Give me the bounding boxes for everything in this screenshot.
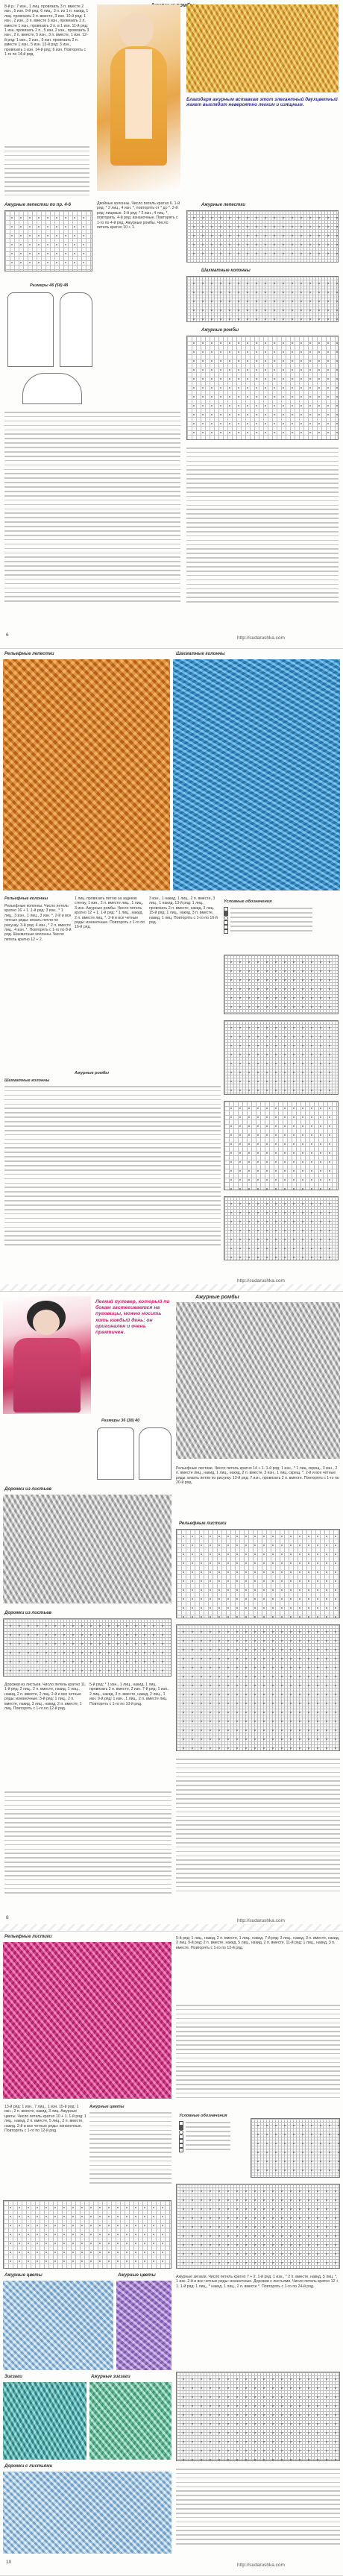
knitting-chart — [224, 1196, 339, 1260]
swatch-photo — [186, 4, 339, 92]
watermark: http://sudarushka.com — [237, 1278, 285, 1284]
garment-schematic — [97, 1427, 134, 1480]
pattern-text-continued — [89, 2112, 172, 2194]
knitting-chart — [176, 2372, 340, 2461]
pattern-text-column: Двойные колонны. Число петель кратно 6. 1-й ряд: * 2 лиц., 4 изн. *, повторять от * до *. 2-й ряд: лицевые. 3-й ряд: * 2 изн., 4 лиц. *, повторять. 4-й ряд: изнаночные. Повторять с 1-го по 4-й ряд. Ажурные ромбы. Число петель кратно 10 + 1. — [97, 201, 180, 230]
pattern-text-column: 5-й ряд: * 1 изн., 1 лиц., накид, 1 лиц. провязать 2 п. вместе, 2 изн. 7-й ряд: 1 изн., 2 лиц., накид, 3 п. вместе, накид, 2 лиц., 1 изн. 9-й ряд: 1 изн., 1 лиц., 2 п. вместе лиц. Повторять с 1-го по 10-й ряд. — [89, 1683, 169, 1706]
model-photo-jacket — [97, 4, 180, 191]
watermark: http://sudarushka.com — [237, 1918, 285, 1923]
page-number: 10 — [6, 2560, 12, 2565]
knitting-chart — [3, 2200, 172, 2269]
section-heading: Ажурные цветы — [89, 2105, 125, 2109]
chart-title: Дорожки из листьев — [4, 1487, 52, 1492]
chart-title: Ажурные ромбы — [201, 328, 239, 333]
pattern-text-continued — [4, 1791, 172, 1903]
pattern-title: ромбы — [176, 3, 195, 8]
knitting-chart — [224, 1020, 339, 1095]
chart-title: Ажурные лепестки — [201, 203, 246, 207]
chart-title: Дорожки из листьев — [4, 1611, 52, 1615]
pattern-text-column: Рельефные листики. Число петель кратно 14 + 1. 1-й ряд: 1 изн., * 1 лиц. скрещ., 3 изн., 2 п. вместе лиц., накид, 1 лиц., накид, 2 п. вместе, 3 изн., 1 лиц. скрещ. *. 2-й и все четные ряды: вязать петли по рисунку. 13-й ряд: 7 изн., провязать 2 п. вместе. Повторять с 1-го по 20-й ряд. — [176, 1466, 339, 1486]
pattern-text-column: Ажурные зигзаги. Число петель кратно 7 + 2. 1-й ряд: 1 изн., * 2 п. вместе, накид, 5 лиц. *, 1 изн. 2-й и все четные ряды: изнаночные. Дорожки с листьями. Число петель кратно 12 + 1. 1-й ряд: 1 лиц., * накид, 1 лиц., 2 п. вместе *. Повторять с 1-го по 24-й ряд. — [176, 2275, 339, 2289]
swatch-photo — [3, 1495, 172, 1603]
chart-title: Рельефные листики — [179, 1521, 227, 1526]
page-divider — [0, 1924, 343, 1932]
swatch-photo — [3, 2281, 113, 2370]
knitting-chart — [224, 1101, 339, 1190]
knitting-chart — [176, 1529, 340, 1618]
page-number: 8 — [6, 1915, 9, 1920]
pattern-text-column: Рельефные колонны. Число петель кратно 16 + 1. 1-й ряд: 3 изн., * 1 лиц., 3 изн., 1 лиц., 3 изн. *, 2-й и все четные ряды: вязать петли по рисунку. 3-й ряд: 4 изн., * 2 п. вместе лиц., 4 изн. *. Повторять с 1-го по 8-й ряд. Шахматные колонны. Число петель кратно 12 + 2. — [4, 904, 72, 942]
magazine-page-1 — [0, 0, 343, 649]
pattern-text-column: Дорожки из листьев. Число петель кратно 11. 1-й ряд: 2 лиц., 2 п. вместе, накид, 1 лиц., накид, 2 п. вместе, 2 лиц. 2-й и все четные ряды: изнаночные. 3-й ряд: 1 лиц., 2 п. вместе, накид, 3 лиц., накид, 2 п. вместе, 1 лиц. Повторять с 1-го по 12-й ряд. — [4, 1683, 86, 1712]
swatch-title: Шахматные колонны — [176, 652, 225, 656]
model-photo-pullover — [3, 1296, 91, 1414]
knitting-chart — [176, 1624, 340, 1751]
chart-title: Ажурные лепестки по пр. 4-6 — [4, 203, 72, 207]
legend-title: Условные обозначения — [224, 899, 272, 904]
section-heading: Шахматные колонны — [4, 1078, 50, 1083]
callout-text: Легкий пуловер, который по бокам застегивается на пуговицы, можно носить хоть каждый день: он оригинален и очень практичен. — [95, 1299, 170, 1336]
swatch-title: Рельефные листики — [4, 1935, 52, 1939]
chart-legend — [179, 2121, 246, 2152]
sizes-label: Размеры 46 (50) 48 — [30, 283, 69, 288]
knitting-chart — [186, 210, 339, 263]
swatch-title: Дорожки с листьями — [4, 2464, 53, 2469]
knitting-chart — [186, 336, 339, 440]
magazine-page-3 — [0, 1292, 343, 1932]
garment-schematic — [139, 1427, 172, 1480]
page-number: 6 — [6, 632, 9, 638]
pattern-text-continued — [176, 2005, 340, 2109]
swatch-photo — [116, 2281, 172, 2370]
swatch-title: Ажурные ромбы — [195, 1295, 239, 1300]
chart-legend — [224, 907, 339, 934]
pattern-text-continued — [4, 412, 180, 613]
swatch-title: Ажурные цветы — [118, 2273, 156, 2278]
pattern-text-continued — [176, 2469, 340, 2551]
swatch-title: Рельефные лепестки — [4, 652, 54, 656]
garment-schematic — [22, 373, 82, 404]
swatch-photo — [3, 2472, 172, 2554]
knitting-chart — [224, 955, 339, 1014]
knitting-chart — [186, 276, 339, 322]
knitting-chart — [3, 1618, 172, 1677]
pattern-text-continued — [4, 1086, 221, 1257]
knitting-chart — [251, 2118, 340, 2178]
knitting-chart — [176, 2184, 340, 2269]
swatch-title: Ажурные зигзаги — [91, 2375, 130, 2379]
watermark: http://sudarushka.com — [237, 635, 285, 641]
swatch-photo — [3, 1942, 172, 2099]
pattern-text-column: 13-й ряд: 1 изн., 7 лиц., 1 изн. 15-й ряд: 1 изн., 2 п. вместе, накид, 3 лиц. Ажурные цветы. Число петель кратно 10 + 1. 1-й ряд: 1 лиц., накид, 2 п. вместе, 5 лиц., 2 п. вместе, накид. 2-й и все четные ряды: изнаночные. Повторять с 1-го по 12-й ряд. — [4, 2105, 86, 2134]
swatch-title: Зигзаги — [4, 2375, 22, 2379]
swatch-photo — [176, 1302, 340, 1459]
pattern-text-continued — [4, 146, 89, 198]
section-heading: Рельефные колонны — [4, 896, 48, 901]
section-heading: Ажурные ромбы — [75, 1071, 110, 1075]
magazine-page-2 — [0, 649, 343, 1292]
watermark: http://sudarushka.com — [237, 2563, 285, 2568]
page-divider — [0, 1284, 343, 1292]
pattern-text-column: 3 изн., 1 накид, 1 лиц., 2 п. вместе, 3 лиц., 1 накид. 13-й ряд: 1 лиц., провязать 2 п. вместе, накид, 3 лиц. 15-й ряд: 1 лиц., накид, 3 п. вместе, накид, 1 лиц. Повторять с 1-го по 16-й ряд. — [149, 896, 218, 926]
knitting-chart — [4, 210, 92, 271]
chart-title: Шахматные колонны — [201, 268, 251, 273]
swatch-photo — [89, 2382, 172, 2460]
legend-title: Условные обозначения — [179, 2114, 227, 2118]
swatch-photo — [173, 659, 340, 890]
swatch-photo — [3, 2382, 86, 2460]
garment-schematic — [60, 292, 92, 367]
pattern-text-column: 5-й ряд: 1 лиц., накид, 2 п. вместе, 1 лиц., накид. 7-й ряд: 3 лиц., накид, 3 п. вместе, накид, 3 лиц. 9-й ряд: 2 п. вместе, накид, 5 лиц., накид, 2 п. вместе. 11-й ряд: 1 лиц., накид, 3 п. вместе. Повторять с 1-го по 12-й ряд. — [176, 1936, 340, 1950]
pattern-text-continued — [186, 447, 339, 612]
callout-text: Благодаря ажурным вставкам этот элегантный двухцветный жакет выглядит невероятно легким и изящным. — [186, 97, 338, 108]
pattern-text-continued — [176, 1759, 340, 1903]
garment-schematic — [7, 292, 54, 367]
pattern-text-column: 1 лиц. провязать петлю за заднюю стенку, 1 изн., 2 п. вместе лиц., 1 лиц., 3 изн. Ажурные ромбы. Число петель кратно 12 + 1. 1-й ряд: * 1 лиц., накид, 2 п. вместе лиц. *. 2-й и все четные ряды: изнаночные. Повторять с 1-го по 16-й ряд. — [75, 896, 145, 930]
swatch-photo — [3, 659, 170, 890]
pattern-text-column: 8-й р.: 7 изн., 1 лиц. провязать 3 п. вместе 2 изн., 5 изн. 9-й ряд: 6 лиц., 3 п. из 1 п. накид, 1 лиц. провязать 3 п. вместе, 3 изн. 10-й ряд: 1 изн., 2 изн., 3 п. вместе 3 изн., провязать 2 п. вместе 1 изн., провязать 3 п. в 1 изн. 11-й ряд: 1 изн. провязать 2 п., 5 изн. 2 изн., провязать 3 изн., 2 п. вместе, 5 изн., 3 п. вместе, 1 изн. 12-й ряд: 1 изн., 2 изн., 5 изн. провязать 2 п. вместе 1 изн., 5 изн. 13-й ряд: 3 изн., провязать 1 изн. 14-й ряд: 6 изн. Повторять с 1-го по 14-й ряд. — [4, 4, 89, 57]
swatch-title: Ажурные цветы — [4, 2273, 43, 2278]
sizes-label: Размеры 36 (38) 40 — [101, 1419, 140, 1423]
magazine-page-4 — [0, 1932, 343, 2576]
